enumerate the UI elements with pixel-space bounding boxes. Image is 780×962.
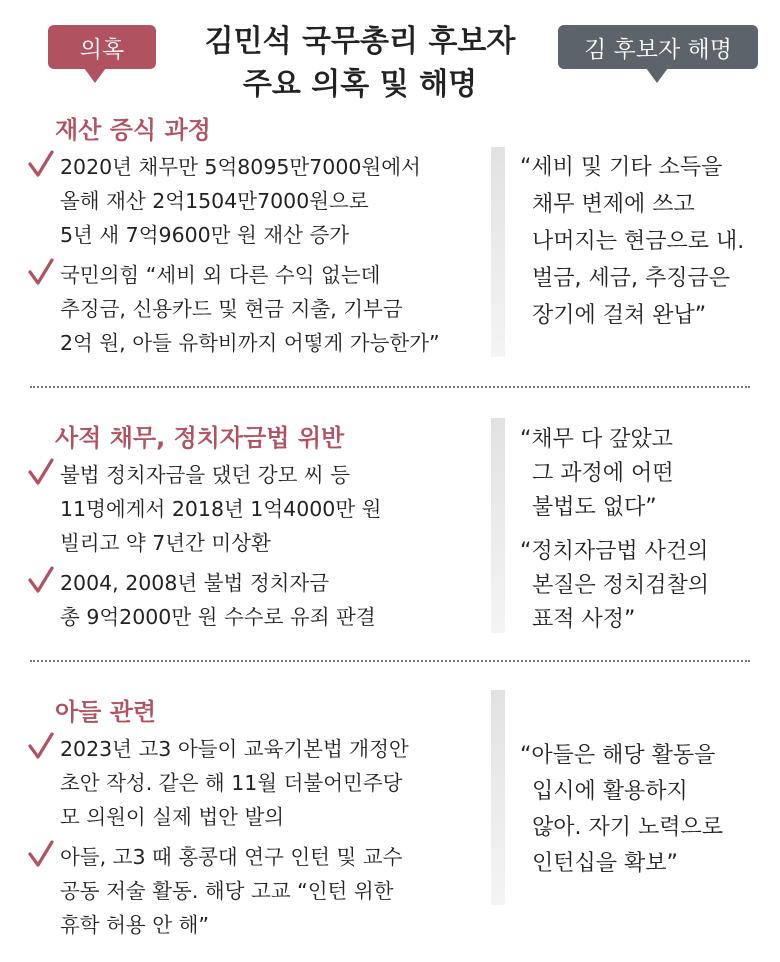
response-line: 장기에 걸쳐 완납” — [532, 303, 707, 328]
section-title-assets: 재산 증식 과정 — [55, 116, 211, 144]
allegation-line: 올해 재산 2억1504만7000원으로 — [60, 189, 369, 213]
check-icon — [28, 732, 54, 762]
check-icon — [28, 458, 54, 488]
check-icon — [28, 150, 54, 180]
allegation-line: 초안 작성. 같은 해 11월 더불어민주당 — [60, 771, 403, 795]
allegation-line: 11명에게서 2018년 1억4000만 원 — [60, 497, 382, 521]
check-icon — [28, 840, 54, 870]
response-line: 인턴십을 확보” — [532, 851, 678, 876]
allegation-line: 2023년 고3 아들이 교육기본법 개정안 — [60, 737, 409, 761]
response-line: “세비 및 기타 소득을 — [520, 155, 723, 180]
response-bracket — [491, 147, 505, 357]
response-line: 불법도 없다” — [532, 495, 657, 520]
page-subtitle: 주요 의혹 및 해명 — [242, 67, 478, 102]
allegation-line: 추징금, 신용카드 및 현금 지출, 기부금 — [60, 297, 403, 321]
allegation-line: 불법 정치자금을 댔던 강모 씨 등 — [60, 463, 351, 487]
response-line: 않아. 자기 노력으로 — [532, 815, 723, 840]
response-line: “정치자금법 사건의 — [520, 539, 709, 564]
response-line: 채무 변제에 쓰고 — [532, 192, 695, 217]
allegation-line: 빌리고 약 7년간 미상환 — [60, 531, 271, 555]
allegation-line: 모 의원이 실제 법안 발의 — [60, 805, 285, 829]
allegation-line: 아들, 고3 때 홍콩대 연구 인턴 및 교수 — [60, 845, 403, 869]
response-line: 그 과정에 어떤 — [532, 461, 674, 486]
section-divider — [30, 386, 750, 388]
response-line: 나머지는 현금으로 내. — [532, 229, 745, 254]
section-title-debt: 사적 채무, 정치자금법 위반 — [55, 424, 345, 452]
allegation-line: 2020년 채무만 5억8095만7000원에서 — [60, 155, 421, 179]
allegation-line: 5년 새 7억9600만 원 재산 증가 — [60, 223, 350, 247]
response-line: 입시에 활용하지 — [532, 779, 688, 804]
allegation-line: 총 9억2000만 원 수수로 유죄 판결 — [60, 605, 376, 629]
allegation-line: 2억 원, 아들 유학비까지 어떻게 가능한가” — [60, 331, 440, 355]
section-title-son: 아들 관련 — [55, 698, 157, 726]
response-bracket — [491, 418, 505, 633]
response-line: 표적 사정” — [532, 607, 636, 632]
response-line: “아들은 해당 활동을 — [520, 743, 716, 768]
allegation-line: 휴학 허용 안 해” — [60, 913, 209, 937]
response-line: 본질은 정치검찰의 — [532, 573, 710, 598]
page-title: 김민석 국무총리 후보자 — [204, 24, 516, 59]
allegation-tag: 의혹 — [48, 25, 156, 69]
allegation-line: 2004, 2008년 불법 정치자금 — [60, 571, 330, 595]
check-icon — [28, 258, 54, 288]
response-tag: 김 후보자 해명 — [558, 25, 758, 69]
response-bracket — [491, 690, 505, 905]
check-icon — [28, 566, 54, 596]
section-divider — [30, 660, 750, 662]
allegation-line: 국민의힘 “세비 외 다른 수익 없는데 — [60, 263, 381, 287]
response-line: 벌금, 세금, 추징금은 — [532, 266, 730, 291]
allegation-line: 공동 저술 활동. 해당 고교 “인턴 위한 — [60, 879, 394, 903]
response-line: “채무 다 갚았고 — [520, 427, 673, 452]
